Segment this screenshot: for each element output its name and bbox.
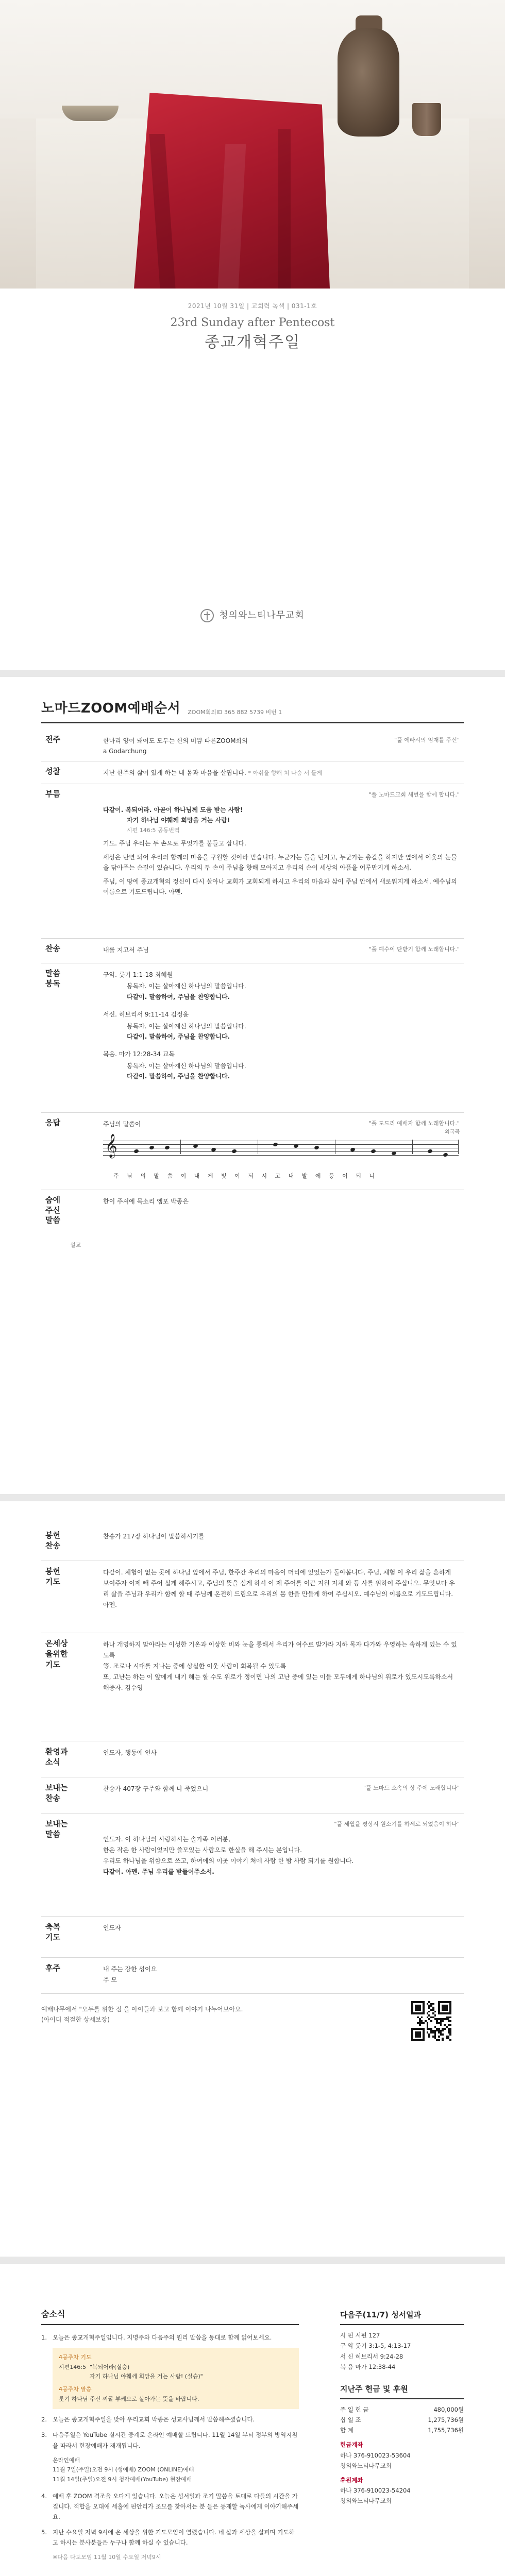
church-cross-icon — [200, 609, 214, 622]
finance-block: 지난주 헌금 및 후원 주 일 헌 금 480,000원 십 일 조 1,275,736원 합 계 1,755,736원 헌금계좌 하나 376-910023-53604 청의와느티나무교회 후원계좌 하나 376-910023-54204 청의와느티나무교회 — [340, 2382, 464, 2506]
schedule-list: 온라인예배 11월 7일(주일)오전 9시 (생예배) ZOOM (ONLINE)예배 11월 14일(주일)오전 9시 청각예배(YouTube) 현장예배 — [53, 2456, 194, 2483]
row-offering-hymn — [41, 1525, 464, 1561]
row-label: 부름 — [45, 789, 60, 799]
row-label: 성찰 — [45, 767, 60, 776]
page-divider — [0, 1494, 505, 1501]
row-label: 후주 — [45, 1963, 60, 1973]
worship-header — [41, 701, 464, 723]
row-benediction — [41, 1917, 464, 1958]
row-sending-word — [41, 1814, 464, 1917]
news-item: 1. 오늘은 종교개혁주일입니다. 지명주와 다음주의 원리 말씀을 동대로 함께 읽어보세요. — [41, 2333, 272, 2341]
readings-block: 다음주(11/7) 성서일과 시 편 시편 127 구 약 룻기 3:1-5, 4:13-17 서 신 히브리서 9:24-28 복 음 마가 12:38-44 — [340, 2308, 464, 2372]
sending-line: 우리도 하나님을 위함으로 쓰고, 하여에의 이곳 이야기 처에 사람 한 밤 사람 되기를 원합니다. — [103, 1857, 354, 1865]
row-text: 주 모 — [103, 1976, 117, 1984]
reading-title: 복음. 마가 12:28-34 교독 — [103, 1050, 175, 1058]
worship-order — [0, 701, 505, 1484]
call-prayer: 주님, 이 땅에 종교개혁의 정신이 다시 살아나 교회가 교회되게 하시고 우리의 마음과 삶이 주님 안에서 새로워지게 하소서. 예수님의 이름으로 기도드립니다. 아멘. — [103, 877, 457, 896]
row-text: 내 주는 강한 성이요 — [103, 1965, 157, 1973]
news-item: 3. 다음주일은 YouTube 실시간 중계로 온라인 예배할 드립니다. 11월 14일 부터 정부의 방역지침을 따라서 현장예배가 재개됩니다. — [41, 2431, 298, 2449]
row-sermon — [41, 1190, 464, 1247]
news-item: 2. 오늘은 종교개혁주일을 맞아 우리교회 박종은 성교사님께서 말씀해주셨습니다. — [41, 2416, 255, 2424]
reading-response: 봉독자. 이는 살아계신 하나님의 말씀입니다. — [127, 1062, 246, 1070]
row-text: 한이 주셔에 목소리 엠포 박종은 — [103, 1198, 189, 1205]
treble-clef-icon: 𝄞 — [105, 1134, 117, 1158]
staff-lyrics: 주 님 의 말 씀 이 내 게 빛 이 되 시 고 내 발 에 등 이 되 니 — [113, 1173, 378, 1179]
reading-response: 봉독자. 이는 살아계신 하나님의 말씀입니다. — [127, 1022, 246, 1030]
row-meditation — [41, 761, 464, 784]
row-note: * 아쉬울 향해 쳐 나숨 서 들게 — [248, 770, 322, 776]
reading-response: 봉독자. 이는 살아계신 하나님의 말씀입니다. — [127, 982, 246, 990]
qr-note: 예배나무에서 "오두를 위한 점 을 아이들과 보고 함께 이야기 나누어보아요. — [41, 2006, 243, 2013]
row-text: a Godarchung — [103, 748, 147, 755]
row-text: 내룰 지고서 주님 — [103, 946, 149, 954]
worship-order-continued — [0, 1525, 505, 2246]
reading-response: 다같이. 말씀하여, 주님을 찬양합니다. — [127, 1073, 230, 1080]
row-label: 전주 — [45, 735, 60, 744]
row-sending-hymn — [41, 1777, 464, 1814]
info-column — [340, 2308, 464, 2516]
row-text: 지난 한주의 삶이 있게 하는 내 몸과 마음을 살핍니다. — [103, 769, 246, 776]
row-text: 주님의 말씀이 — [103, 1121, 141, 1128]
row-text: 한마리 양이 돼어도 모두는 신의 미쁨 따른ZOOM회의 — [103, 737, 248, 744]
reading-title: 서신. 히브리서 9:11-14 김정윤 — [103, 1011, 189, 1019]
cover-title-en: 23rd Sunday after Pentecost — [170, 316, 335, 329]
news-title: 숨소식 — [41, 2308, 299, 2325]
row-note: "풀 예수이 단받기 함께 노래합니다." — [368, 946, 460, 953]
callout-box: 4공주차 기도 시편146:5 "복되어라(실승) 자기 하나님 야훼께 희망을 거는 사람! (실승)" 4공주차 말씀 룻기 하나님 주신 씨굴 부케으로 살아가는 뜻을 바랍니다. — [53, 2348, 299, 2409]
row-note: "풀 노마드교회 새번을 함께 합니다." — [368, 791, 460, 798]
row-label: 축복 기도 — [45, 1922, 60, 1942]
prayer-line: 또, 고난는 하는 이 앞에게 내기 해는 할 수도 위로가 정이면 나의 고난 중에 있는 이들 모두에게 하나님의 위로가 있도시도록하소서 — [103, 1673, 453, 1681]
row-text: 찬송가 407장 구주와 함께 나 죽었으니 — [103, 1785, 209, 1792]
row-text: 다같이. 체험이 없는 곳에 하나님 앞에서 주님, 한주간 우리의 마음이 머리에 있었는가 돌아봅니다. 주님, 체험 이 우리 삶을 흔하게 보여주자 이제 빼 주어 실게 해주시고, 주님의 뜻을 심게 하셔 이 제 주어를 이끈 지원 지체 와 등 사를 위하여 주십니오. 무엇보다 우리 삶을 주님과 우리가 함께 할 때 주님께 온전히 드림으로 우리의 몸 한을 만들게 하여 주십시오. 예수님의 이름으로 기도드립니다. 아멘. — [103, 1569, 455, 1608]
row-label: 숨에 주신 말씀 — [45, 1195, 60, 1225]
news-item: 4. 예배 후 ZOOM 격조을 오다게 있습니다. 오늘은 성서일과 조기 말씀을 토대로 다들의 시간을 가집니다. 적합을 오대애 세홀에 편안리가 조모를 찾아서는 분 들은 등재할 녹사에게 이야기해주세요. — [41, 2492, 299, 2521]
cover-title-ko: 종교개혁주일 — [205, 333, 300, 351]
cover-photo — [0, 0, 505, 289]
row-world-prayer — [41, 1633, 464, 1741]
call-ref: 시편 146:5 공동번역 — [127, 826, 180, 834]
row-label: 말씀 봉독 — [45, 969, 60, 988]
news-item: 5. 지난 수요일 저녁 9시에 온 세상을 위한 기도모임이 열렸습니다. 네 살과 세상을 살피며 기도하고 하시는 분사분들은 누구나 함께 하실 수 있습니다. — [41, 2529, 295, 2547]
prayer-line: 해중자. 김수영 — [103, 1684, 143, 1691]
row-prelude — [41, 730, 464, 761]
prayer-line: 等. 조로나 시대를 지나는 중에 상실한 이웃 사람이 회복될 수 있도록 — [103, 1663, 287, 1670]
church-logo — [191, 605, 314, 626]
row-note: "풀 도드리 예배자 함께 노래합니다." — [368, 1120, 460, 1127]
church-name: 청의와느티나무교회 — [219, 610, 305, 621]
reading-title: 구약. 룻기 1:1-18 최혜원 — [103, 971, 173, 978]
row-note: "풀 세월을 평상시 원소기를 하세로 되었음이 하나" — [334, 1821, 460, 1827]
cover-page — [0, 0, 505, 670]
row-text: 인도자, 행동에 인사 — [103, 1749, 157, 1756]
row-text: 인도자 — [103, 1924, 121, 1931]
sermon-tag: 설교 — [70, 1242, 81, 1248]
qr-note: (아이디 적절한 상세보장) — [41, 2016, 110, 2024]
row-confession — [41, 939, 464, 963]
news-column — [41, 2308, 299, 2562]
zoom-info: ZOOM회의ID 365 882 5739 비번 1 — [188, 708, 282, 716]
row-label: 봉헌 찬송 — [45, 1531, 60, 1551]
row-label: 응답 — [45, 1118, 60, 1127]
call-prayer: 기도. 주님 우리는 두 손으로 무엇가를 붙들고 삽니다. — [103, 840, 246, 848]
qr-code[interactable] — [409, 1999, 453, 2043]
reading-response: 다같이. 말씀하여, 주님을 찬양합니다. — [127, 993, 230, 1001]
row-label: 보내는 말씀 — [45, 1819, 68, 1839]
page-divider — [0, 670, 505, 677]
call-prayer: 세상은 단면 되어 우리의 함께의 마음을 구원할 것이라 믿습니다. 누군가는 돌을 던지고, 누군가는 총칼을 하지만 옆에서 이웃의 눈물을 닦아주는 손길이 있습니다. 우리의 두 손이 주님을 향해 모아지고 우리의 손이 세상의 아픔을 어루만지게 하소서. — [103, 853, 457, 872]
prayer-line: 하나 개영하지 말아라는 이성한 기온과 이상한 비와 눈을 통해서 우리가 여수로 발가라 지하 목자 다가와 우영하는 속하게 있는 수 있도록 — [103, 1641, 457, 1659]
worship-title: 노마드ZOOM예배순서 — [41, 700, 181, 716]
sending-line: 한은 작은 한 사람이었지만 쓸모있는 사람으로 한실을 해 주시는 분입니다. — [103, 1846, 302, 1854]
row-postlude — [41, 1958, 464, 1994]
cover-meta: 2021년 10월 31일 | 교회력 녹색 | 031-1호 — [188, 302, 317, 310]
call-line: 다같이. 복되어라. 아곧이 하나님께 도움 받는 사람! — [103, 806, 243, 814]
row-label: 온세상 을위한 기도 — [45, 1639, 68, 1669]
row-label: 보내는 찬송 — [45, 1783, 68, 1803]
clay-jar-image — [338, 28, 399, 137]
row-offering-prayer — [41, 1561, 464, 1633]
row-call — [41, 784, 464, 939]
row-response — [41, 1113, 464, 1190]
bowl-image — [62, 106, 119, 121]
row-label: 환영과 소식 — [45, 1747, 68, 1767]
music-staff — [103, 1133, 459, 1170]
page-divider — [0, 2257, 505, 2264]
row-label: 찬송 — [45, 944, 60, 953]
closing-note: ※다음 다도모임 11월 10일 수요일 저녁9시 — [53, 2554, 161, 2561]
call-line: 자기 하나님 야훼께 희망을 거는 사람! — [127, 817, 230, 824]
row-label: 봉헌 기도 — [45, 1567, 60, 1587]
row-word — [41, 963, 464, 1113]
row-note: "풀 노마드 소속의 상 주에 노래합니다" — [363, 1785, 460, 1791]
sending-line: 인도자. 이 하나님의 사랑하시는 솔가족 여러분, — [103, 1836, 230, 1843]
reading-response: 다같이. 말씀하여, 주님을 찬양합니다. — [127, 1032, 230, 1040]
clay-cup-image — [412, 103, 441, 136]
composer: 외국곡 — [445, 1129, 460, 1135]
row-note: "풀 에빠시의 임재를 주신" — [394, 737, 460, 743]
row-greeting — [41, 1741, 464, 1777]
sending-line: 다같이. 아멘. 주님 우리를 받들어주소서. — [103, 1868, 214, 1875]
news-page — [0, 2277, 505, 2576]
row-text: 찬송가 217장 하나님이 말씀하시기를 — [103, 1533, 205, 1540]
